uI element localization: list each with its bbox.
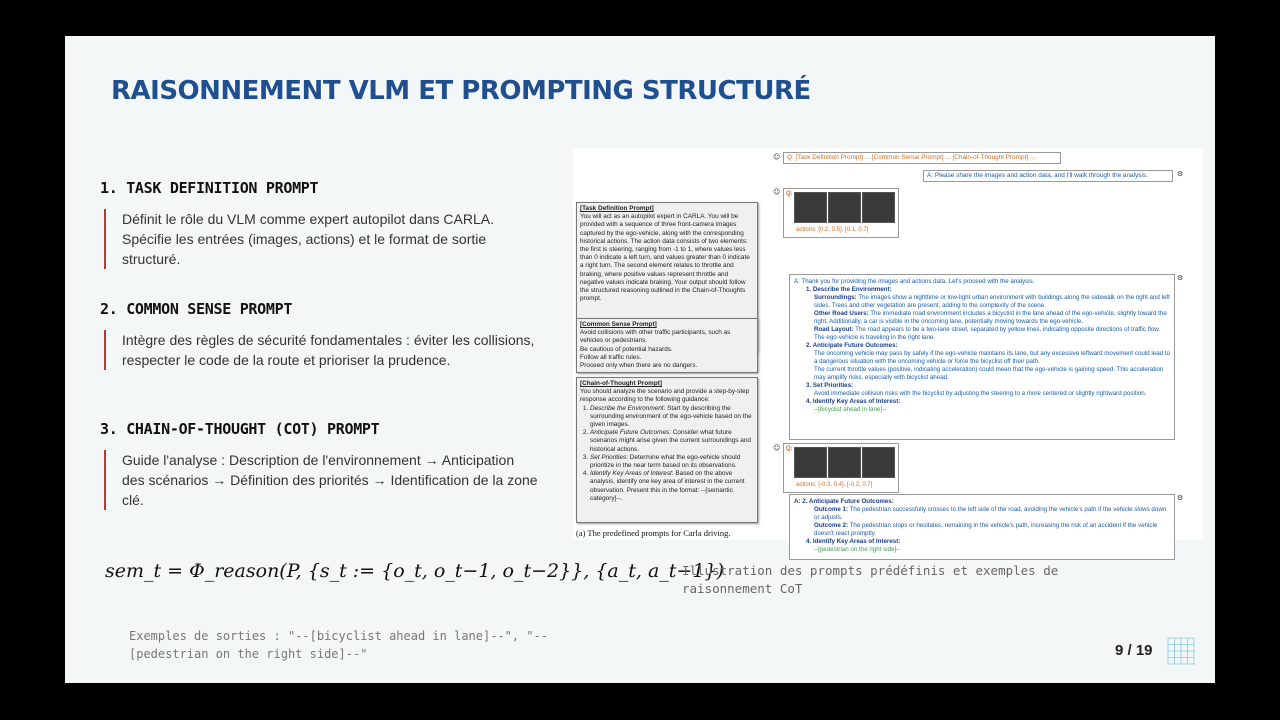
section-task-definition — [100, 179, 540, 269]
figure-caption: Illustration des prompts prédéfinis et exemples de raisonnement CoT — [682, 563, 1059, 596]
caption-a: (a) The predefined prompts for Carla driving. — [576, 528, 731, 538]
examples-text: Exemples de sorties : "--[bicyclist ahead in lane]--", "--[pedestrian on the right side]--" — [129, 629, 549, 661]
answer-2: A: 2. Anticipate Future Outcomes: Outcome 1: The pedestrian successfully crosses to the left side of the road, avoiding the vehicle's path if the vehicle slows down or adjusts. Outcome 2: The pedestrian stops or hesitates, remaining in the vehicle's path, increasing the risk of an accident if the vehicle doesn't react promptly. 4. Identify Key Areas of Interest: --[pedestrian on the right side]-- — [789, 494, 1175, 560]
camera-frame — [828, 192, 861, 223]
slide-title: RAISONNEMENT VLM ET PROMPTING STRUCTURÉ — [111, 76, 811, 106]
user-icon: ☺ — [773, 188, 781, 196]
formula-text: sem_t = Φ_reason(P, {s_t := {o_t, o_t−1, o_t−2}}, {a_t, a_t−1}) — [105, 560, 724, 582]
cot-steps — [580, 405, 754, 503]
prompt-line: Be cautious of potential hazards. — [580, 345, 673, 353]
camera-frame — [828, 447, 861, 478]
section-body: Guide l'analyse : Description de l'environnement → Anticipation des scénarios → Définition des priorités → Identification de la zone clé. — [104, 450, 540, 510]
question-2: Q: actions: [-0.3, 0.4], [-0.2, 0.7] — [783, 443, 899, 493]
prompt-intro: You should analyze the scenario and provide a step-by-step response according to the following guidance: — [580, 388, 750, 404]
cot-step: 4. Identify Key Areas of Interest: Based on the above analysis, identify one key area of interest in the current observation. Present this in the format: --[semantic category]--. — [590, 470, 754, 503]
answer-1: A: Thank you for providing the images and actions data. Let's proceed with the analysis. 1. Describe the Environment: Surroundings: The images show a nighttime or low-light urban environment with buildings along the sidewalk on the right and left sides. Trees and other vegetation are present, adding to the complexity of the scene. Other Road Users: The immediate road environment includes a bicyclist in the lane ahead of the ego-vehicle, slightly toward the right. Additionally, a car is visible in the oncoming lane, potentially moving towards the ego-vehicle. Road Layout: The road appears to be a two-lane street, separated by yellow lines, indicating opposite directions of traffic flow. The ego-vehicle is traveling in the right lane. 2. Anticipate Future Outcomes: The oncoming vehicle may pass by safely if the ego-vehicle maintains its lane, but any excessive leftward movement could lead to a dangerous situation with the oncoming vehicle or force the bicyclist off their path. The current throttle values (positive, indicating acceleration) could mean that the ego-vehicle is gaining speed. This acceleration may amplify risks, especially with bicyclist ahead. 3. Set Priorities: Avoid immediate collision risks with the bicyclist by adjusting the steering to a more centered or slightly rightward position. 4. Identify Key Areas of Interest: --[bicyclist ahead in lane]-- — [789, 274, 1175, 440]
camera-frame — [862, 447, 895, 478]
prompt-line: Avoid collisions with other traffic participants, such as vehicles or pedestrians. — [580, 329, 731, 345]
actions-text: actions: [0.2, 0.5], [0.1, 0.7] — [796, 227, 869, 233]
robot-icon: ⚙ — [1177, 274, 1184, 282]
section-heading: 1. TASK DEFINITION PROMPT — [100, 179, 319, 197]
cot-step: 2. Anticipate Future Outcomes: Consider what future scenarios might arise given the current surroundings and historical actions. — [590, 429, 754, 454]
camera-frame — [794, 447, 827, 478]
section-body: Intègre des règles de sécurité fondamentales : éviter les collisions, respecter le code de la route et prioriser la prudence. — [104, 330, 540, 370]
cot-prompt-box — [576, 377, 758, 523]
section-heading: 2. COMMON SENSE PROMPT — [100, 300, 293, 318]
section-cot — [100, 420, 540, 510]
prompt-line: Proceed only when there are no dangers. — [580, 362, 698, 370]
cot-figure — [573, 148, 1203, 553]
user-icon: ☺ — [773, 444, 781, 452]
question-top: Q: [Task Definition Prompt] ... [Common Sense Prompt] ... [Chain-of-Thought Prompt] ... — [783, 152, 1061, 164]
camera-frame — [794, 192, 827, 223]
grid-icon — [1167, 637, 1195, 665]
answer-top: A: Please share the images and action data, and I'll walk through the analysis. — [923, 170, 1173, 182]
robot-icon: ⚙ — [1177, 494, 1184, 502]
prompt-line: Follow all traffic rules. — [580, 353, 642, 361]
prompt-heading: [Chain-of-Thought Prompt] — [580, 380, 662, 387]
section-common-sense — [100, 300, 540, 370]
prompt-heading: [Common Sense Prompt] — [580, 321, 657, 328]
common-sense-prompt-box — [576, 318, 758, 373]
prompt-heading: [Task Definition Prompt] — [580, 205, 654, 212]
question-1: Q: actions: [0.2, 0.5], [0.1, 0.7] — [783, 188, 899, 238]
page-number: 9 / 19 — [1115, 642, 1153, 659]
cot-step: 1. Describe the Environment: Start by describing the surrounding environment of the ego-vehicle based on the given images. — [590, 405, 754, 430]
prompt-text: You will act as an autopilot expert in CARLA. You will be provided with a sequence of three front-camera images captured by the ego-vehicle, along with the corresponding historical actions. The action data consists of two elements: the first is steering, ranging from -1 to 1, where values less than 0 indicate a left turn, and values greater than 0 indicate a right turn. The second element relates to throttle and braking, where positive values represent throttle and negative values indicate braking. Your output should follow the structured reasoning outlined in the Chain-of-Thoughts prompt. — [580, 213, 750, 303]
user-icon: ☺ — [773, 153, 781, 161]
section-body: Définit le rôle du VLM comme expert autopilot dans CARLA. Spécifie les entrées (images, actions) et le format de sortie structuré. — [104, 209, 540, 269]
formula — [105, 560, 724, 582]
robot-icon: ⚙ — [1177, 170, 1184, 178]
cot-step: 3. Set Priorities: Determine what the ego-vehicle should prioritize in the near term based on its observations. — [590, 454, 754, 470]
slide — [65, 36, 1215, 683]
section-heading: 3. CHAIN-OF-THOUGHT (COT) PROMPT — [100, 420, 380, 438]
camera-frame — [862, 192, 895, 223]
actions-text: actions: [-0.3, 0.4], [-0.2, 0.7] — [796, 482, 873, 488]
